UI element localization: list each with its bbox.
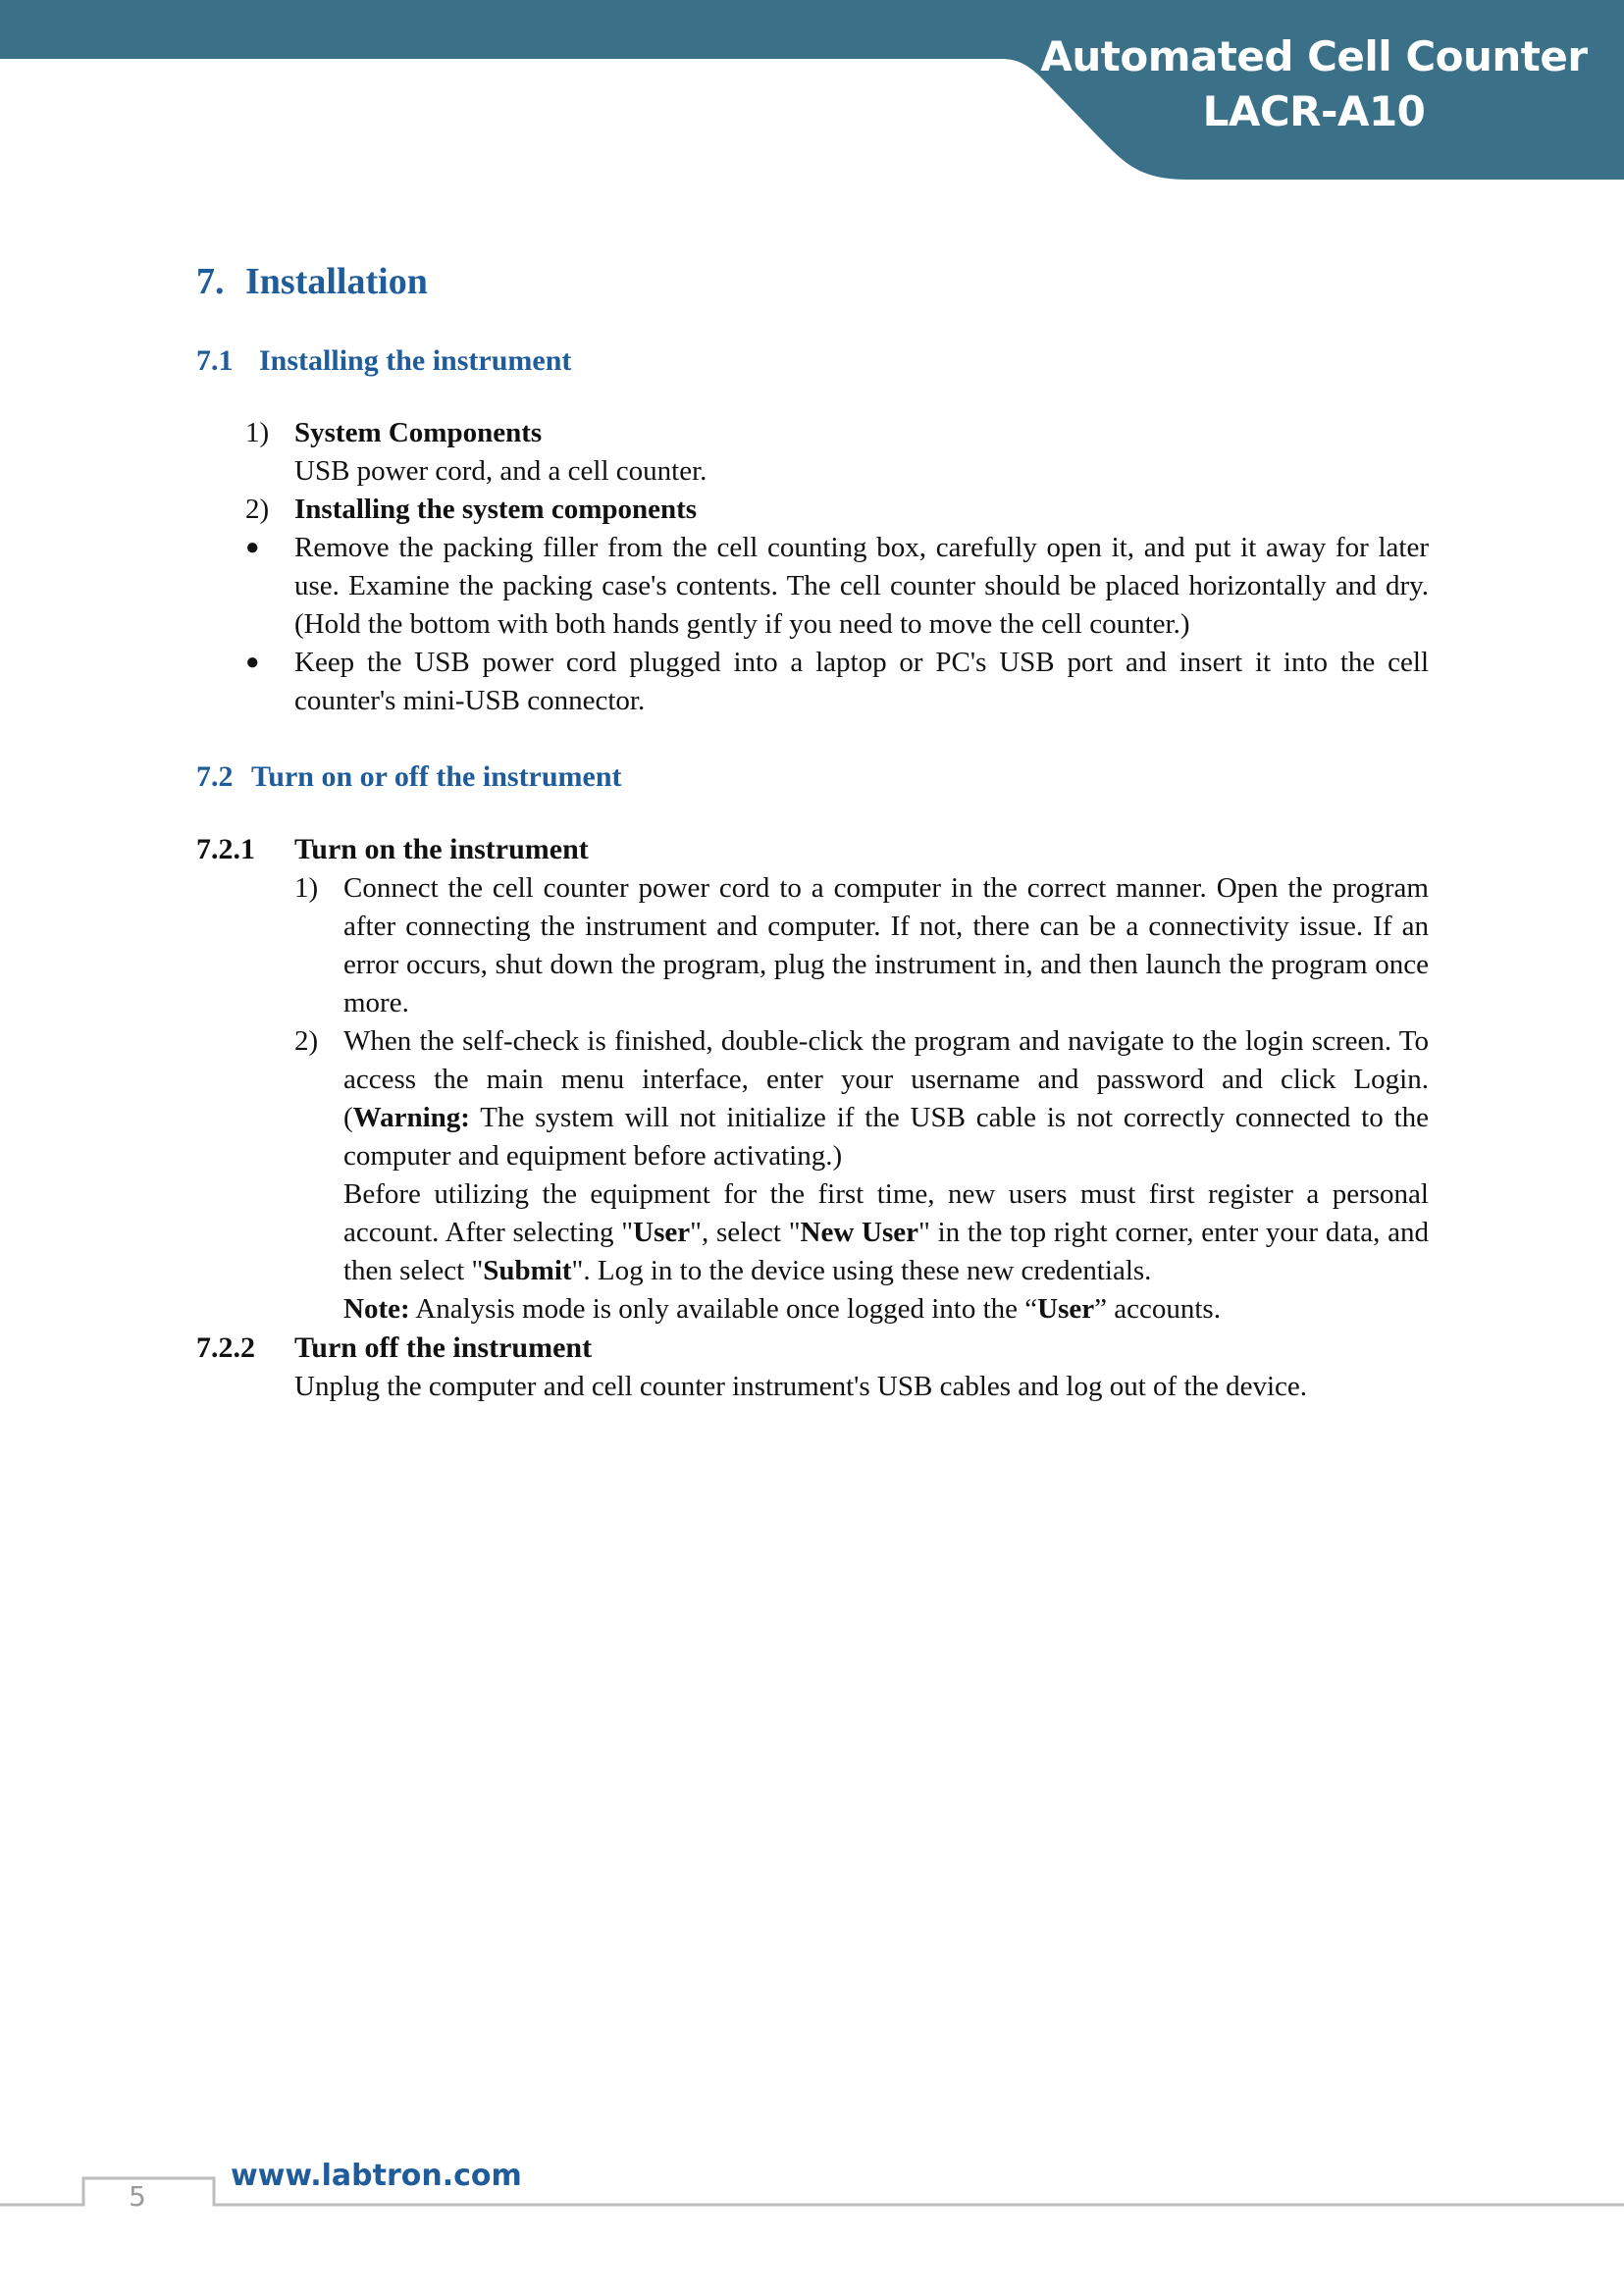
bullet-icon: ● <box>245 535 260 560</box>
header-title <box>1039 29 1589 139</box>
turn-on-section <box>196 830 1429 1406</box>
list-item-body: USB power cord, and a cell counter. <box>294 455 707 487</box>
subsubsection-number: 7.2.1 <box>196 833 255 865</box>
bullet-item: ● Remove the packing filler from the cell counting box, carefully open it, and put it away for later use. Examine the packing case's contents. The cell counter should be placed horizontally and dry. (Hold the bottom with both hands gently if you need to move the cell counter.) <box>196 529 1429 644</box>
subsubsection-heading-7-2-2 <box>196 1329 1429 1368</box>
subsection-heading-7-1 <box>196 341 1429 381</box>
list-item-title: System Components <box>294 417 543 448</box>
turn-off-paragraph: Unplug the computer and cell counter instrument's USB cables and log out of the device. <box>294 1371 1308 1402</box>
register-paragraph: Before utilizing the equipment for the first time, new users must first register a personal account. After selecting "User", select "New User" in the top right corner, enter your data, and then select "Submit". Log in to the device using these new credentials. <box>343 1178 1429 1286</box>
subsection-heading-7-2 <box>196 757 1429 797</box>
section-number: 7. <box>196 261 225 302</box>
subsubsection-title: Turn off the instrument <box>294 1331 593 1364</box>
list-item-title: Installing the system components <box>294 494 698 525</box>
warning-label: Warning: <box>352 1102 470 1133</box>
header-title-line1: Automated Cell Counter <box>1040 32 1588 80</box>
page-number: 5 <box>129 2180 146 2213</box>
bullet-item: ● Keep the USB power cord plugged into a laptop or PC's USB port and insert it into the cell counter's mini-USB connector. <box>196 644 1429 720</box>
list-marker: 2) <box>245 494 270 525</box>
note-paragraph: Note: Analysis mode is only available once logged into the “User” accounts. <box>343 1293 1221 1325</box>
bullet-icon: ● <box>245 650 260 675</box>
note-label: Note: <box>343 1293 410 1325</box>
list-item <box>196 491 1429 529</box>
installing-list <box>196 414 1429 720</box>
subsection-number: 7.1 <box>196 344 234 377</box>
subsubsection-heading-7-2-1 <box>196 830 1429 869</box>
page-content <box>196 257 1429 1406</box>
list-marker: 1) <box>245 417 270 448</box>
step-item: 1) Connect the cell counter power cord to a computer in the correct manner. Open the program after connecting the instrument and computer. If not, there can be a connectivity issue. If an error occurs, shut down the program, plug the instrument in, and then launch the program once more. <box>196 869 1429 1022</box>
header-title-line2: LACR-A10 <box>1202 87 1426 135</box>
step-marker: 1) <box>294 872 319 904</box>
subsubsection-title: Turn on the instrument <box>294 833 589 865</box>
section-heading <box>196 257 1429 306</box>
step-item: 2) When the self-check is finished, double-click the program and navigate to the login screen. To access the main menu interface, enter your username and password and click Login. (Warning: The system will not initialize if the USB cable is not correctly connected to the computer and equipment before activating.) <box>196 1022 1429 1175</box>
step-marker: 2) <box>294 1025 319 1057</box>
subsection-title: Turn on or off the instrument <box>251 760 622 793</box>
subsubsection-number: 7.2.2 <box>196 1331 255 1364</box>
subsection-title: Installing the instrument <box>259 344 572 377</box>
website-link[interactable]: www.labtron.com <box>231 2159 522 2193</box>
list-item <box>196 414 1429 452</box>
subsection-number: 7.2 <box>196 760 234 793</box>
section-title: Installation <box>245 261 428 302</box>
